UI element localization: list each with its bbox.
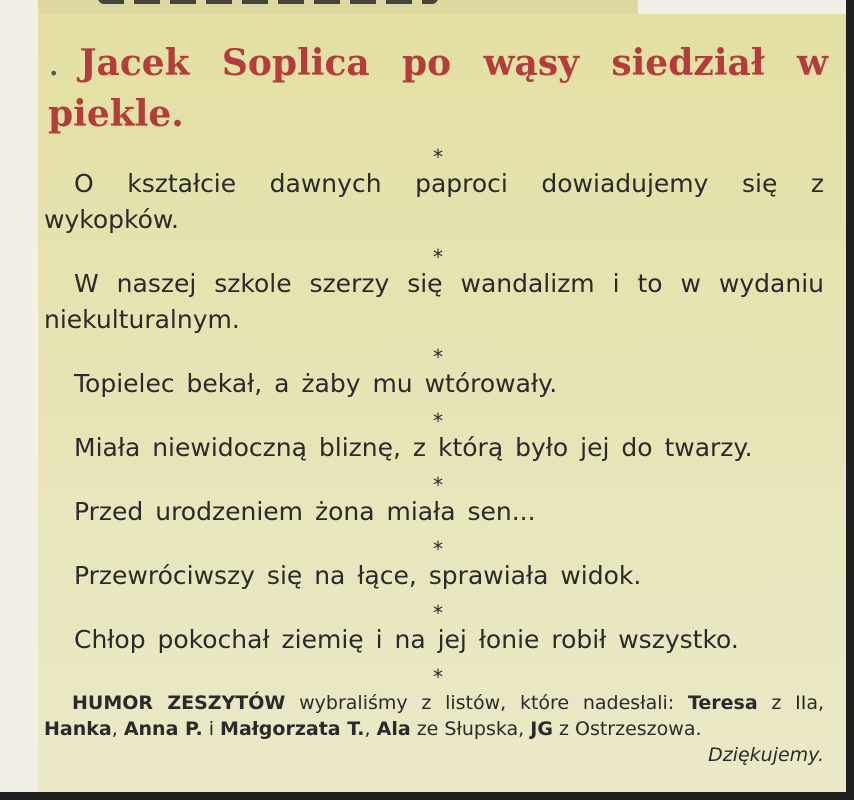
previous-article-fragment xyxy=(98,0,438,4)
joke-item: Przed urodzeniem żona miała sen... xyxy=(74,497,536,526)
joke-item: W naszej szkole szerzy się wandalizm i to w wydaniu niekulturalnym. xyxy=(44,269,824,334)
separator-asterisk: * xyxy=(433,473,443,497)
joke-item: Chłop pokochał ziemię i na jej łonie robił wszystko. xyxy=(74,625,739,654)
joke-item: Topielec bekał, a żaby mu wtórowały. xyxy=(74,369,558,398)
thanks-note: Dziękujemy. xyxy=(708,744,824,766)
joke-item: O kształcie dawnych paproci dowiadujemy się z wykopków. xyxy=(44,169,824,234)
separator-asterisk: * xyxy=(433,145,443,169)
frame-border-right xyxy=(846,0,854,800)
separator-asterisk: * xyxy=(433,601,443,625)
credit-title: HUMOR ZESZYTÓW xyxy=(72,692,286,714)
contributor-name: Hanka xyxy=(44,718,112,740)
credit-note: HUMOR ZESZYTÓW wybraliśmy z listów, które nadesłali: Teresa z IIa, Hanka, Anna P. i Małgorzata T., Ala ze Słupska, JG z Ostrzeszowa. Dziękujemy. xyxy=(44,692,825,766)
article-body xyxy=(44,145,825,768)
separator-asterisk: * xyxy=(433,345,443,369)
headline-text: Jacek Soplica po wąsy siedział w piekle. xyxy=(48,42,828,135)
separator-asterisk: * xyxy=(433,409,443,433)
contributor-name: Teresa xyxy=(687,692,758,714)
clipping-top-edge xyxy=(38,0,638,14)
contributor-name: Anna P. xyxy=(123,718,203,740)
headline xyxy=(48,38,828,139)
joke-item: Miała niewidoczną bliznę, z którą było jej do twarzy. xyxy=(74,433,753,462)
joke-item: Przewróciwszy się na łące, sprawiała widok. xyxy=(74,561,642,590)
frame-border-bottom xyxy=(0,792,854,800)
separator-asterisk: * xyxy=(433,245,443,269)
separator-asterisk: * xyxy=(433,665,443,689)
separator-asterisk: * xyxy=(433,537,443,561)
contributor-name: JG xyxy=(530,718,553,740)
headline-lead-dot: . xyxy=(48,43,60,84)
contributor-name: Małgorzata T. xyxy=(220,718,365,740)
contributor-name: Ala xyxy=(376,718,411,740)
